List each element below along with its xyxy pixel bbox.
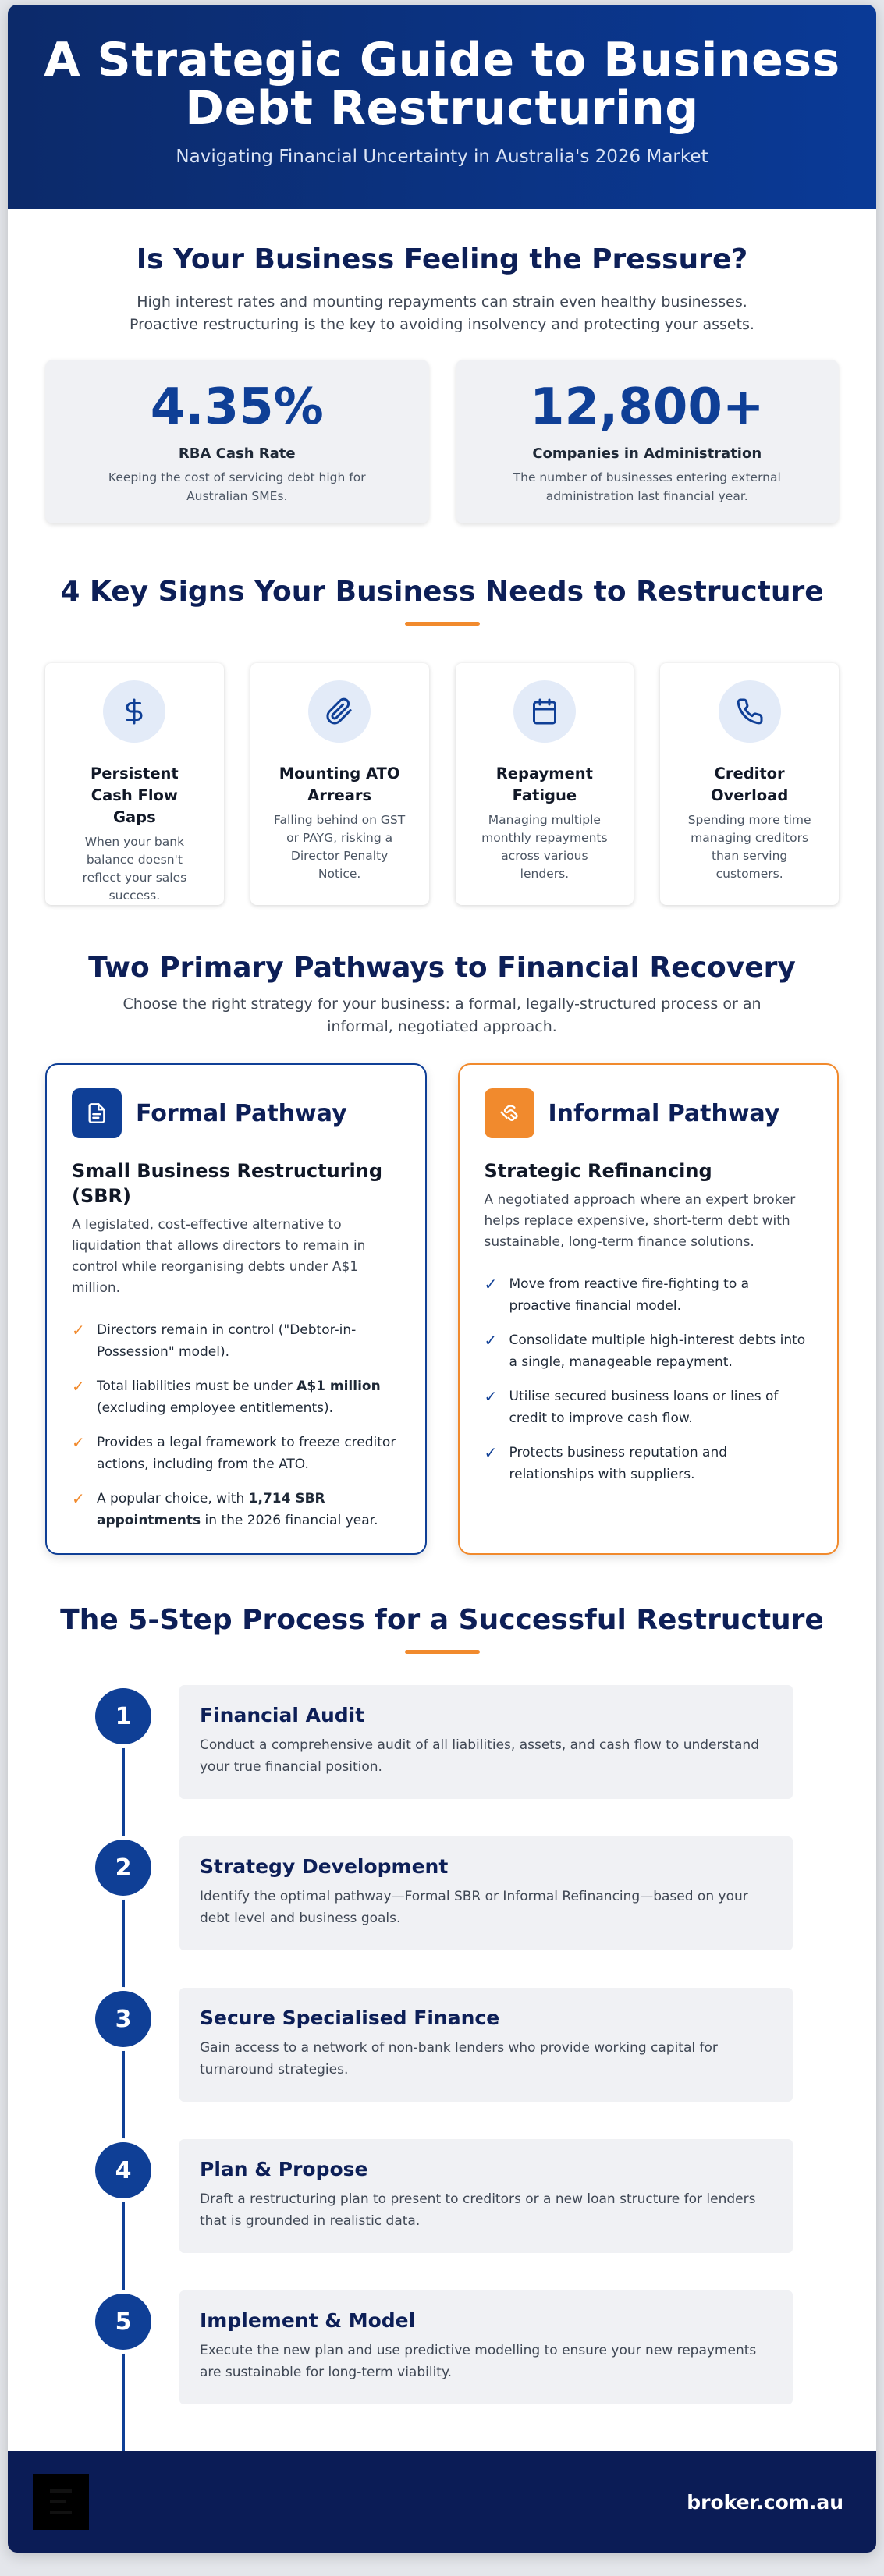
stat-row bbox=[8, 360, 876, 523]
point-text-part: A popular choice, with bbox=[97, 1491, 249, 1506]
step-description: Execute the new plan and use predictive modelling to ensure your new repayments are sustainable for long-term viability. bbox=[200, 2343, 757, 2380]
sign-card-creditor-overload bbox=[660, 663, 839, 905]
paperclip-icon bbox=[308, 680, 371, 743]
point-text-part: Directors remain in control ("Debtor-in-Possession" model). bbox=[97, 1322, 357, 1360]
logo-icon bbox=[33, 2474, 89, 2530]
stat-card-administration bbox=[456, 360, 840, 523]
informal-pathway-card bbox=[458, 1063, 840, 1555]
formal-points-list bbox=[72, 1319, 400, 1531]
path-name: Formal Pathway bbox=[136, 1099, 347, 1127]
title-line-1: A Strategic Guide to Business bbox=[44, 33, 840, 87]
step-number: 2 bbox=[95, 1840, 151, 1896]
signs-section bbox=[8, 576, 876, 905]
path-description: A negotiated approach where an expert broker helps replace expensive, short-term debt with sustainable, long-term finance solutions. bbox=[484, 1192, 796, 1250]
stat-description: The number of businesses entering external administration last financial year. bbox=[513, 470, 781, 503]
stat-value: 4.35% bbox=[150, 378, 324, 436]
step-card bbox=[179, 1685, 793, 1799]
point-text: Protects business reputation and relationships with suppliers. bbox=[509, 1445, 728, 1482]
pressure-intro-line-2: Proactive restructuring is the key to avoiding insolvency and protecting your assets. bbox=[130, 316, 754, 333]
steps-timeline bbox=[8, 1685, 876, 2535]
dollar-icon bbox=[103, 680, 165, 743]
step-item bbox=[8, 1988, 876, 2102]
list-item bbox=[485, 1329, 813, 1373]
list-item bbox=[485, 1273, 813, 1317]
path-subtitle: Small Business Restructuring (SBR) bbox=[72, 1160, 383, 1207]
step-card bbox=[179, 1836, 793, 1950]
sign-description: Spending more time managing creditors than serving customers. bbox=[687, 813, 811, 881]
step-title: Financial Audit bbox=[200, 1704, 365, 1726]
handshake-icon bbox=[485, 1088, 534, 1138]
step-number: 4 bbox=[95, 2142, 151, 2198]
point-text-part: Provides a legal framework to freeze creditor actions, including from the ATO. bbox=[97, 1435, 396, 1472]
point-text bbox=[97, 1488, 400, 1531]
signs-row bbox=[8, 663, 876, 905]
page-subtitle: Navigating Financial Uncertainty in Australia's 2026 Market bbox=[176, 147, 708, 167]
step-item bbox=[8, 1836, 876, 1950]
sign-title: Repayment Fatigue bbox=[495, 765, 593, 804]
check-icon: ✓ bbox=[72, 1489, 85, 1508]
point-text-part: in the 2026 financial year. bbox=[201, 1513, 378, 1528]
informal-points-list bbox=[485, 1273, 813, 1485]
path-header bbox=[72, 1088, 400, 1138]
point-text-bold: 1,714 SBR appointments bbox=[97, 1491, 325, 1528]
sign-title: Mounting ATO Arrears bbox=[279, 765, 400, 804]
step-card bbox=[179, 1988, 793, 2102]
point-text: Utilise secured business loans or lines of credit to improve cash flow. bbox=[509, 1389, 779, 1426]
step-title: Implement & Model bbox=[200, 2309, 416, 2332]
check-icon: ✓ bbox=[484, 1387, 498, 1406]
pressure-section bbox=[8, 243, 876, 523]
pathways-title: Two Primary Pathways to Financial Recovery bbox=[88, 952, 796, 984]
point-text: Consolidate multiple high-interest debts into a single, manageable repayment. bbox=[509, 1332, 806, 1370]
steps-section bbox=[8, 1604, 876, 2535]
step-description: Conduct a comprehensive audit of all liabilities, assets, and cash flow to understand your true financial position. bbox=[200, 1737, 759, 1775]
step-item bbox=[8, 1685, 876, 1799]
signs-title: 4 Key Signs Your Business Needs to Restructure bbox=[60, 576, 824, 608]
check-icon: ✓ bbox=[72, 1433, 85, 1452]
step-title: Strategy Development bbox=[200, 1855, 449, 1878]
step-description: Gain access to a network of non-bank lenders who provide working capital for turnaround strategies. bbox=[200, 2040, 718, 2077]
step-number: 5 bbox=[95, 2294, 151, 2350]
pathways-intro bbox=[8, 993, 876, 1038]
sign-description: Falling behind on GST or PAYG, risking a Director Penalty Notice. bbox=[274, 813, 406, 881]
step-description: Draft a restructuring plan to present to creditors or a new loan structure for lenders that is grounded in realistic data. bbox=[200, 2191, 756, 2229]
pathways-intro-line-2: informal, negotiated approach. bbox=[327, 1018, 557, 1035]
step-card bbox=[179, 2139, 793, 2253]
path-header bbox=[485, 1088, 813, 1138]
footer bbox=[8, 2451, 876, 2553]
pathways-intro-line-1: Choose the right strategy for your business: a formal, legally-structured process or an bbox=[122, 995, 762, 1013]
check-icon: ✓ bbox=[72, 1377, 85, 1396]
step-item bbox=[8, 2290, 876, 2404]
formal-pathway-card bbox=[45, 1063, 427, 1555]
step-number: 1 bbox=[95, 1688, 151, 1744]
path-subtitle: Strategic Refinancing bbox=[484, 1160, 712, 1182]
point-text: Move from reactive fire-fighting to a proactive financial model. bbox=[509, 1276, 750, 1314]
step-title: Secure Specialised Finance bbox=[200, 2007, 500, 2029]
step-title: Plan & Propose bbox=[200, 2158, 368, 2180]
pathways-row bbox=[8, 1063, 876, 1555]
stat-value: 12,800+ bbox=[529, 378, 765, 436]
stat-card-cash-rate bbox=[45, 360, 429, 523]
list-item bbox=[485, 1442, 813, 1485]
sign-description: Managing multiple monthly repayments across various lenders. bbox=[481, 813, 608, 881]
hero-header bbox=[8, 5, 876, 209]
sign-title: Persistent Cash Flow Gaps bbox=[90, 765, 179, 826]
title-line-2: Debt Restructuring bbox=[185, 81, 699, 136]
sign-card-ato-arrears bbox=[250, 663, 429, 905]
stat-label: Companies in Administration bbox=[532, 445, 762, 462]
pressure-intro-line-1: High interest rates and mounting repayments can strain even healthy businesses. bbox=[137, 293, 747, 310]
point-text bbox=[97, 1375, 400, 1419]
point-text bbox=[97, 1432, 400, 1475]
pressure-intro bbox=[8, 291, 876, 336]
pressure-title: Is Your Business Feeling the Pressure? bbox=[136, 243, 748, 275]
path-name: Informal Pathway bbox=[548, 1099, 780, 1127]
title-underline bbox=[405, 1650, 480, 1654]
pathways-section bbox=[8, 952, 876, 1555]
infographic-page bbox=[8, 5, 876, 2553]
check-icon: ✓ bbox=[484, 1331, 498, 1350]
phone-icon bbox=[719, 680, 781, 743]
check-icon: ✓ bbox=[484, 1443, 498, 1462]
sign-card-repayment-fatigue bbox=[456, 663, 634, 905]
title-underline bbox=[405, 622, 480, 626]
stat-label: RBA Cash Rate bbox=[178, 445, 296, 462]
step-number: 3 bbox=[95, 1991, 151, 2047]
steps-title: The 5-Step Process for a Successful Restructure bbox=[60, 1604, 824, 1636]
step-item bbox=[8, 2139, 876, 2253]
calendar-icon bbox=[513, 680, 576, 743]
list-item bbox=[72, 1432, 400, 1475]
point-text-part: (excluding employee entitlements). bbox=[97, 1400, 334, 1416]
step-description: Identify the optimal pathway—Formal SBR or Informal Refinancing—based on your debt level and business goals. bbox=[200, 1889, 748, 1926]
sign-title: Creditor Overload bbox=[710, 765, 789, 804]
point-text bbox=[97, 1319, 400, 1363]
path-description: A legislated, cost-effective alternative to liquidation that allows directors to remain in control while reorganising debts under A$1 million. bbox=[72, 1217, 366, 1296]
list-item bbox=[72, 1488, 400, 1531]
page-title bbox=[8, 33, 876, 136]
point-text-part: Total liabilities must be under bbox=[97, 1378, 297, 1394]
step-card bbox=[179, 2290, 793, 2404]
sign-description: When your bank balance doesn't reflect your sales success. bbox=[82, 835, 187, 903]
list-item bbox=[72, 1375, 400, 1419]
document-icon bbox=[72, 1088, 122, 1138]
sign-card-cash-flow bbox=[45, 663, 224, 905]
list-item bbox=[485, 1386, 813, 1429]
check-icon: ✓ bbox=[72, 1321, 85, 1339]
point-text-bold: A$1 million bbox=[296, 1378, 381, 1394]
website-link[interactable]: broker.com.au bbox=[687, 2490, 843, 2514]
stat-description: Keeping the cost of servicing debt high for Australian SMEs. bbox=[108, 470, 366, 503]
check-icon: ✓ bbox=[484, 1275, 498, 1293]
list-item bbox=[72, 1319, 400, 1363]
